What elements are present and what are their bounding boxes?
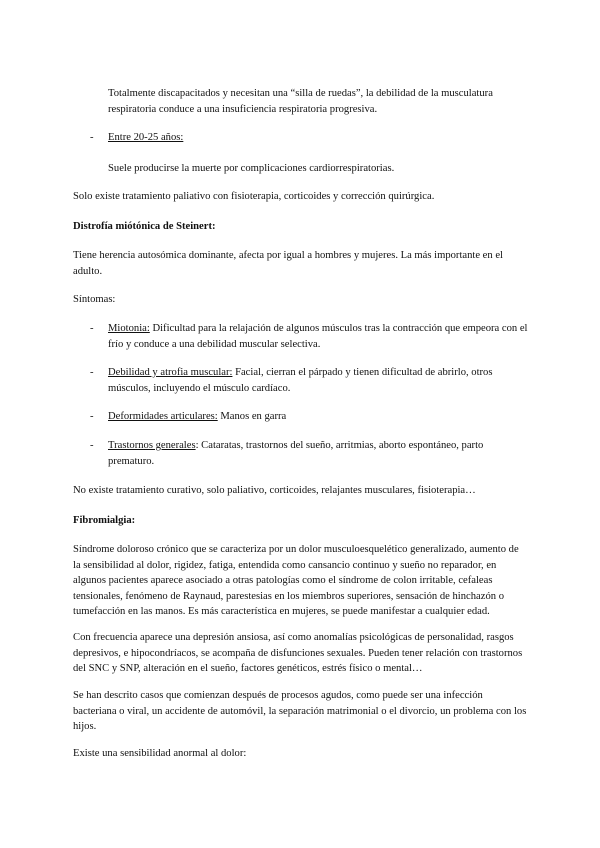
bullet-dash: - [90,367,94,378]
paragraph-death: Suele producirse la muerte por complicaciones cardiorrespiratorias. [108,163,395,174]
bullet-text: Facial, cierran el párpado y tienen dificultad de abrirlo, otros músculos, incluyendo el músculo cardíaco. [108,367,493,394]
bullet-dash: - [90,323,94,334]
bullet-text: Manos en garra [217,411,287,422]
bullet-trastornos [108,438,528,469]
bullet-text: Dificultad para la relajación de algunos músculos tras la contracción que empeora con el frío y conduce a una debilidad muscular selectiva. [108,323,528,350]
bullet-age [108,130,528,146]
paragraph-fibro-4: Existe una sensibilidad anormal al dolor: [73,748,247,759]
paragraph-intro: Totalmente discapacitados y necesitan una “silla de ruedas”, la debilidad de la musculatura respiratoria conduce a una insuficiencia respiratoria progresiva. [108,88,493,115]
bullet-dash: - [90,411,94,422]
paragraph-treatment-2: No existe tratamiento curativo, solo paliativo, corticoides, relajantes musculares, fisioterapia… [73,485,476,496]
paragraph-fibro-3: Se han descrito casos que comienzan después de procesos agudos, como puede ser una infección bacteriana o viral, un accidente de automóvil, la separación matrimonial o el divorcio, un problema con los hijos. [73,690,527,732]
bullet-age-label: Entre 20-25 años: [108,132,184,143]
paragraph-fibro-2: Con frecuencia aparece una depresión ansiosa, así como anomalías psicológicas de personalidad, rasgos depresivos, e hipocondríacos, se acompaña de disfunciones sexuales. Pueden tener relación con trastornos del SNC y SNP, alteración en el sueño, factores genéticos, estrés físico o mental… [73,632,523,674]
bullet-miotonia [108,321,528,352]
paragraph-treatment-1: Solo existe tratamiento paliativo con fisioterapia, corticoides y corrección quirúrgica. [73,191,435,202]
heading-fibromialgia: Fibromialgia: [73,515,136,526]
bullet-label: Trastornos generales [108,440,196,451]
bullet-deformidades [108,409,528,425]
paragraph-herencia: Tiene herencia autosómica dominante, afecta por igual a hombres y mujeres. La más importante en el adulto. [73,250,503,277]
paragraph-fibro-1: Síndrome doloroso crónico que se caracteriza por un dolor musculoesquelético generalizado, aumento de la sensibilidad al dolor, rigidez, fatiga, entendida como cansancio continuo y sueño no reparador, en algunos pacientes aparece asociado a otras patologías como el síndrome de colon irritable, cefaleas tensionales, fenómeno de Raynaud, parestesias en los miembros superiores, sensación de hinchazón o tumefacción en las manos. Es más característica en mujeres, se puede manifestar a cualquier edad. [73,544,519,617]
bullet-label: Debilidad y atrofia muscular: [108,367,233,378]
bullet-text: : Cataratas, trastornos del sueño, arritmias, aborto espontáneo, parto prematuro. [108,440,484,467]
bullet-dash: - [90,132,94,143]
bullet-debilidad [108,365,528,396]
bullet-label: Miotonia: [108,323,150,334]
heading-steinert: Distrofía miótónica de Steinert: [73,221,216,232]
paragraph-sintomas: Síntomas: [73,294,116,305]
bullet-label: Deformidades articulares: [108,411,218,422]
bullet-dash: - [90,440,94,451]
